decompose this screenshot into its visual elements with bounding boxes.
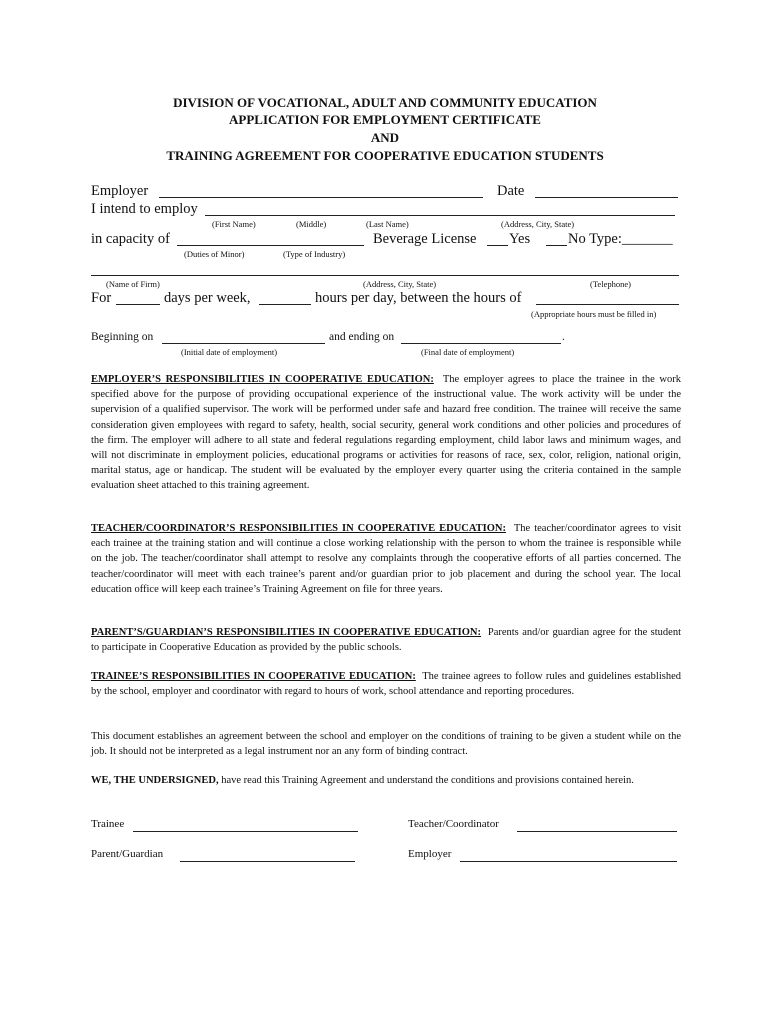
- final-date-caption: (Final date of employment): [421, 347, 515, 357]
- trainee-responsibilities-heading: TRAINEE’S RESPONSIBILITIES IN COOPERATIVE EDUCATION:: [91, 671, 416, 682]
- beverage-no-field[interactable]: [546, 245, 567, 246]
- first-name-caption: (First Name): [212, 219, 256, 229]
- employer-responsibilities: [91, 372, 681, 494]
- industry-caption: (Type of Industry): [283, 249, 346, 259]
- employer-field[interactable]: [159, 197, 483, 198]
- middle-caption: (Middle): [296, 219, 327, 229]
- telephone-caption: (Telephone): [590, 279, 631, 289]
- date-field[interactable]: [535, 197, 678, 198]
- capacity-field[interactable]: [177, 245, 364, 246]
- period: .: [562, 331, 565, 343]
- ending-label: and ending on: [329, 331, 395, 343]
- hours-note: (Appropriate hours must be filled in): [531, 309, 657, 319]
- teacher-signature-label: Teacher/Coordinator: [408, 818, 499, 830]
- trainee-responsibilities-text: The trainee agrees to follow rules and guidelines established by the school, employer and coordinator with regard to hours of work, school attendance and reporting procedures.: [91, 671, 682, 698]
- hours-label: hours per day, between the hours of: [315, 290, 522, 306]
- firm-address-caption: (Address, City, State): [363, 279, 437, 289]
- parent-responsibilities-text: Parents and/or guardian agree for the student to participate in Cooperative Education as provided by the public schools.: [91, 627, 681, 654]
- parent-signature-label: Parent/Guardian: [91, 848, 164, 860]
- hours-range-field[interactable]: [536, 304, 679, 305]
- initial-date-caption: (Initial date of employment): [181, 347, 278, 357]
- employer-responsibilities-heading: EMPLOYER’S RESPONSIBILITIES IN COOPERATIVE EDUCATION:: [91, 374, 434, 385]
- beginning-label: Beginning on: [91, 331, 154, 343]
- parent-signature-field[interactable]: [180, 861, 355, 862]
- end-date-field[interactable]: [401, 343, 561, 344]
- beverage-license-label: Beverage License: [373, 231, 477, 247]
- undersigned-statement: [91, 773, 681, 788]
- header-line-4: TRAINING AGREEMENT FOR COOPERATIVE EDUCATION STUDENTS: [166, 148, 604, 163]
- teacher-signature-field[interactable]: [517, 831, 677, 832]
- firm-field[interactable]: [91, 275, 679, 276]
- employer-signature-field[interactable]: [460, 861, 677, 862]
- teacher-responsibilities-text: The teacher/coordinator agrees to visit each trainee at the training station and will continue a close working relationship with the person to whom the trainee is responsible while on the job. The teacher/coordinator shall attempt to resolve any complaints through the cooperative efforts of all parties concerned. The teacher/coordinator will meet with each trainee’s parent and/or guardian prior to job placement and during the school year. The local education office will keep each trainee’s Training Agreement on file for three years.: [91, 523, 682, 595]
- capacity-label: in capacity of: [91, 231, 170, 247]
- for-label: For: [91, 290, 112, 306]
- employer-signature-label: Employer: [408, 848, 452, 860]
- employer-label: Employer: [91, 183, 149, 199]
- undersigned-text: have read this Training Agreement and understand the conditions and provisions contained herein.: [221, 775, 634, 786]
- duties-caption: (Duties of Minor): [184, 249, 245, 259]
- header-line-3: AND: [370, 130, 400, 145]
- no-type-label: No Type:_______: [568, 231, 673, 247]
- undersigned-bold: WE, THE UNDERSIGNED,: [91, 775, 219, 786]
- start-date-field[interactable]: [162, 343, 325, 344]
- days-label: days per week,: [164, 290, 251, 306]
- header-line-1: DIVISION OF VOCATIONAL, ADULT AND COMMUNITY EDUCATION: [173, 95, 597, 110]
- parent-responsibilities: [91, 625, 681, 655]
- trainee-signature-label: Trainee: [91, 818, 125, 830]
- trainee-address-caption: (Address, City, State): [501, 219, 575, 229]
- parent-responsibilities-heading: PARENT’S/GUARDIAN’S RESPONSIBILITIES IN COOPERATIVE EDUCATION:: [91, 627, 482, 638]
- intend-label: I intend to employ: [91, 201, 198, 217]
- trainee-name-field[interactable]: [205, 215, 675, 216]
- header-line-2: APPLICATION FOR EMPLOYMENT CERTIFICATE: [229, 112, 541, 127]
- document-statement: This document establishes an agreement between the school and employer on the conditions of training to be given a student while on the job. It should not be interpreted as a legal instrument nor an any form of binding contract.: [91, 731, 681, 758]
- trainee-signature-field[interactable]: [133, 831, 358, 832]
- employer-responsibilities-text: The employer agrees to place the trainee in the work specified above for the purpose of providing occupational experience of the instructional value. The work activity will be under the supervision of a qualified supervisor. The work will be performed under safe and hazard free condition. The trainee will receive the same consideration given employees with regard to safety, health, social security, general work conditions and other policies and procedures of the firm. The employer will adhere to all state and federal regulations regarding employment, child labor laws and minimum wages, and will not discriminate in employment policies, educational programs or activities for reasons of race, sex, color, religion, national origin, marital status, age or handicap. The student will be evaluated by the employer every quarter using the criteria contained in the sample evaluation sheet attached to this training agreement.: [91, 374, 681, 492]
- firm-name-caption: (Name of Firm): [106, 279, 160, 289]
- last-name-caption: (Last Name): [366, 219, 409, 229]
- yes-label: Yes: [509, 231, 531, 247]
- beverage-yes-field[interactable]: [487, 245, 508, 246]
- teacher-responsibilities-heading: TEACHER/COORDINATOR’S RESPONSIBILITIES IN COOPERATIVE EDUCATION:: [91, 523, 506, 534]
- days-field[interactable]: [116, 304, 160, 305]
- teacher-responsibilities: [91, 521, 681, 597]
- hours-field[interactable]: [259, 304, 311, 305]
- date-label: Date: [497, 183, 525, 199]
- trainee-responsibilities: [91, 669, 681, 699]
